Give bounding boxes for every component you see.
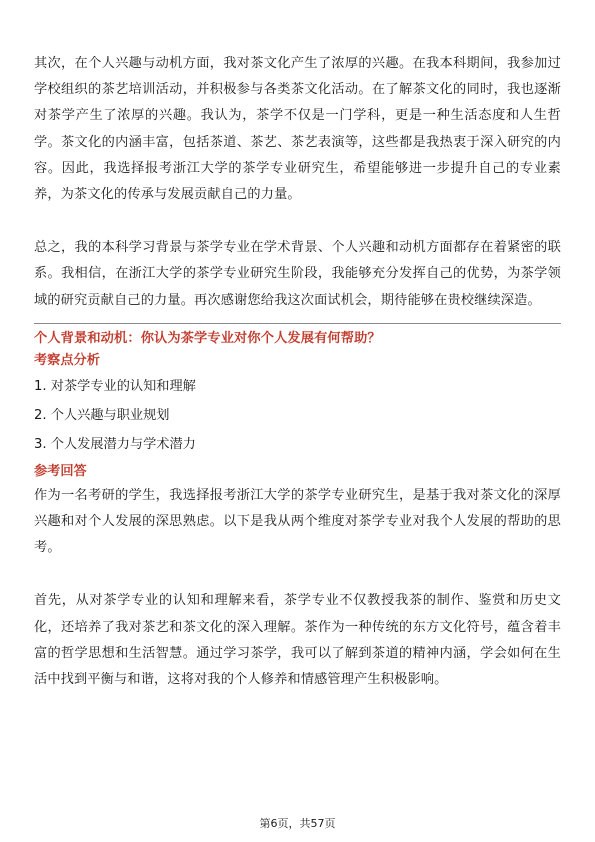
analysis-item: 3. 个人发展潜力与学术潜力 bbox=[34, 436, 196, 452]
paragraph-conclusion: 总之，我的本科学习背景与茶学专业在学术背景、个人兴趣和动机方面都存在着紧密的联系。我相信，在浙江大学的茶学专业研究生阶段，我能够充分发挥自己的优势，为茶学领域的研究贡献自己的力量。再次感谢您给我这次面试机会，期待能够在贵校继续深造。 bbox=[34, 240, 561, 308]
section-divider bbox=[34, 323, 561, 324]
analysis-item: 1. 对茶学专业的认知和理解 bbox=[34, 378, 196, 394]
paragraph-gap bbox=[34, 208, 561, 235]
paragraph-gap bbox=[34, 561, 561, 588]
analysis-title: 考察点分析 bbox=[34, 352, 100, 368]
answer-title: 参考回答 bbox=[34, 463, 87, 479]
page-number-footer: 第6页，共57页 bbox=[259, 817, 336, 830]
answer-paragraph-intro: 作为一名考研的学生，我选择报考浙江大学的茶学专业研究生，是基于我对茶文化的深厚兴趣和对个人发展的深思熟虑。以下是我从两个维度对茶学专业对我个人发展的帮助的思考。 bbox=[34, 487, 561, 556]
analysis-list bbox=[34, 372, 561, 459]
answer-paragraph-first: 首先，从对茶学专业的认知和理解来看，茶学专业不仅教授我茶的制作、鉴赏和历史文化，还培养了我对茶艺和茶文化的深入理解。茶作为一种传统的东方文化符号，蕴含着丰富的哲学思想和生活智慧。通过学习茶学，我可以了解到茶道的精神内涵，学会如何在生活中找到平衡与和谐，这将对我的个人修养和情感管理产生积极影响。 bbox=[34, 593, 561, 688]
question-heading: 个人背景和动机：你认为茶学专业对你个人发展有何帮助？ bbox=[34, 330, 381, 346]
page-content bbox=[34, 51, 561, 693]
analysis-item: 2. 个人兴趣与职业规划 bbox=[34, 407, 170, 423]
paragraph-interest-motivation: 其次，在个人兴趣与动机方面，我对茶文化产生了浓厚的兴趣。在我本科期间，我参加过学校组织的茶艺培训活动，并积极参与各类茶文化活动。在了解茶文化的同时，我也逐渐对茶学产生了浓厚的兴趣。我认为，茶学不仅是一门学科，更是一种生活态度和人生哲学。茶文化的内涵丰富，包括茶道、茶艺、茶艺表演等，这些都是我热衷于深入研究的内容。因此，我选择报考浙江大学的茶学专业研究生，希望能够进一步提升自己的专业素养，为茶文化的传承与发展贡献自己的力量。 bbox=[34, 56, 561, 203]
